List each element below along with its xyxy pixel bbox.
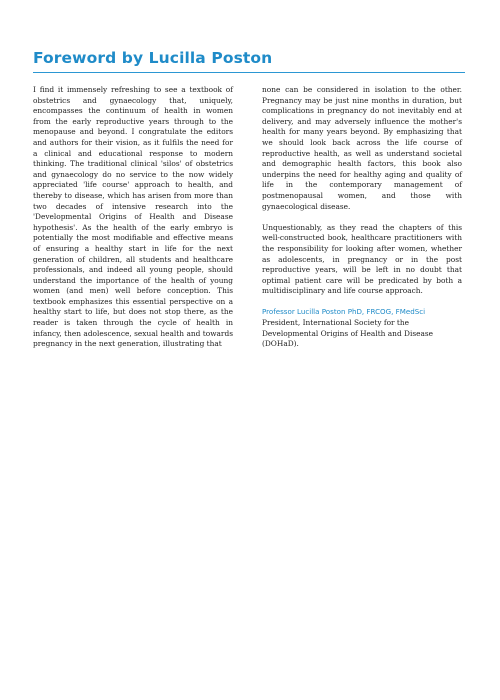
foreword-paragraph-closing: Unquestionably, as they read the chapters of this well-constructed book, healthcare practitioners with the responsibility for looking after women, whether as adolescents, in pregnancy or in the post reproductive years, will be left in no doubt that optimal patient care will be predicated by both a multidisciplinary and life course approach. — [262, 222, 462, 296]
signature-name: Professor Lucilla Poston PhD, FRCOG, FMedSci — [262, 307, 426, 317]
right-column — [262, 85, 462, 350]
foreword-paragraph: I find it immensely refreshing to see a textbook of obstetrics and gynaecology that, uniquely, encompasses the continuum of health in women from the early reproductive years through to the menopause and beyond. I congratulate the editors and authors for their vision, as it fulfils the need for a clinical and educational response to modern thinking. The traditional clinical 'silos' of obstetrics and gynaecology do no service to the now widely appreciated 'life course' approach to health, and thereby to disease, which has arisen from more than two decades of intensive research into the 'Developmental Origins of Health and Disease hypothesis'. As the health of the early embryo is potentially the most modifiable and effective means of ensuring a healthy start in life for the next generation of children, all students and healthcare professionals, and indeed all young people, should understand the importance of the health of young women (and men) well before conception. This textbook emphasizes this essential perspective on a healthy start to life, but does not stop there, as the reader is taken through the cycle of health in infancy, then adolescence, sexual health and towards pregnancy in the next generation, illustrating that — [33, 85, 233, 349]
signature-role: President, International Society for the Developmental Origins of Health and Disease (DOHaD). — [262, 318, 434, 349]
page-title: Foreword by Lucilla Poston — [33, 49, 273, 67]
title-divider — [33, 72, 465, 73]
left-column — [33, 85, 233, 350]
foreword-paragraph-continued: none can be considered in isolation to the other. Pregnancy may be just nine months in duration, but complications in pregnancy do not inevitably end at delivery, and may adversely influence the mother's health for many years beyond. By emphasizing that we should look back across the life course of reproductive health, as well as understand societal and demographic health factors, this book also underpins the need for healthy aging and quality of life in the contemporary management of postmenopausal women, and those with gynaecological disease. — [262, 85, 462, 211]
